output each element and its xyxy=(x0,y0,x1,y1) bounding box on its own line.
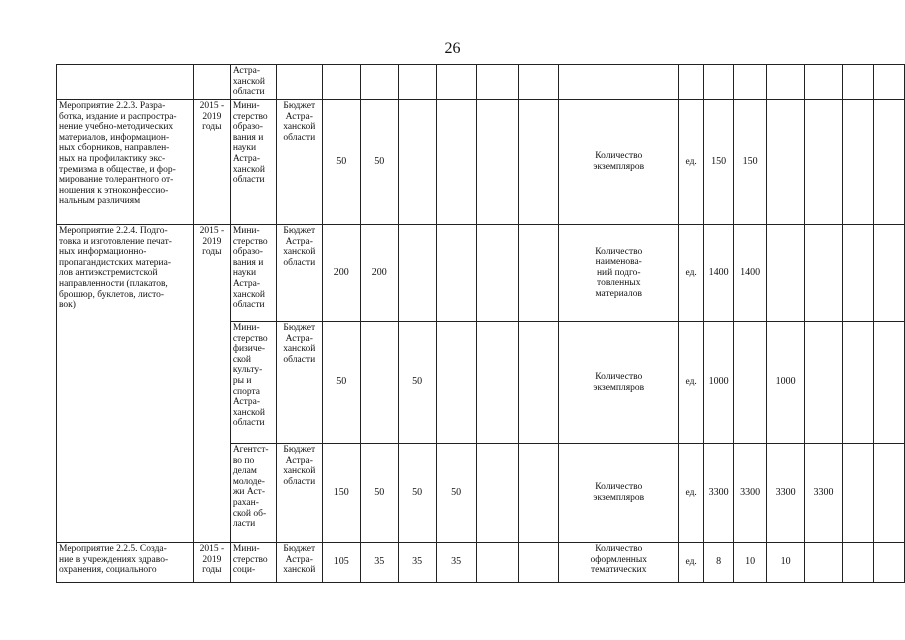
executor-cell: Астра- ханской области xyxy=(230,65,276,100)
executor-cell: Мини- стерство образо- вания и науки Астра- ханской области xyxy=(230,100,276,225)
table-row xyxy=(57,100,905,225)
extra-cell xyxy=(873,100,904,225)
year-2016-cell xyxy=(398,225,436,322)
year-2015-cell: 50 xyxy=(360,444,398,543)
indicator-2015-cell: 1000 xyxy=(704,322,734,444)
indicator-cell: Количество оформленных тематических xyxy=(559,543,679,583)
unit-cell: ед. xyxy=(679,225,704,322)
total-cell: 150 xyxy=(322,444,360,543)
unit-cell: ед. xyxy=(679,444,704,543)
year-2015-cell: 35 xyxy=(360,543,398,583)
indicator-2015-cell: 150 xyxy=(704,100,734,225)
unit-cell: ед. xyxy=(679,543,704,583)
total-cell: 50 xyxy=(322,322,360,444)
year-2019-cell xyxy=(519,543,559,583)
indicator-2017-cell xyxy=(767,100,805,225)
indicator-2019-cell xyxy=(843,225,874,322)
event-cell xyxy=(57,65,194,100)
year-2016-cell: 50 xyxy=(398,444,436,543)
indicator-cell xyxy=(559,65,679,100)
indicator-2015-cell xyxy=(704,65,734,100)
source-cell: Бюджет Астра- ханской области xyxy=(276,322,322,444)
indicator-cell: Количество экземпляров xyxy=(559,100,679,225)
indicator-2015-cell: 3300 xyxy=(704,444,734,543)
unit-cell xyxy=(679,65,704,100)
year-2019-cell xyxy=(519,322,559,444)
year-2015-cell: 50 xyxy=(360,100,398,225)
indicator-2019-cell xyxy=(843,322,874,444)
indicator-cell: Количество экземпляров xyxy=(559,322,679,444)
indicator-2016-cell xyxy=(734,65,767,100)
event-cell: Мероприятие 2.2.3. Разра- ботка, издание и распростра- нение учебно-методических материалов, информацион- ных сборников, направлен- ных на профилактику экс- тремизма в обществе, и фор- мирование толерантного от- ношения к этноконфессио- нальным различиям xyxy=(57,100,194,225)
indicator-2016-cell: 10 xyxy=(734,543,767,583)
total-cell xyxy=(322,65,360,100)
year-2018-cell xyxy=(476,100,519,225)
year-2017-cell: 50 xyxy=(436,444,476,543)
period-cell: 2015 - 2019 годы xyxy=(193,100,230,225)
executor-cell: Мини- стерство соци- xyxy=(230,543,276,583)
total-cell: 105 xyxy=(322,543,360,583)
source-cell: Бюджет Астра- ханской области xyxy=(276,225,322,322)
indicator-2017-cell: 1000 xyxy=(767,322,805,444)
year-2019-cell xyxy=(519,225,559,322)
source-cell xyxy=(276,65,322,100)
table-row xyxy=(57,225,905,322)
year-2017-cell xyxy=(436,225,476,322)
event-cell: Мероприятие 2.2.5. Созда- ние в учреждениях здраво- охранения, социального xyxy=(57,543,194,583)
year-2018-cell xyxy=(476,225,519,322)
indicator-2017-cell: 10 xyxy=(767,543,805,583)
indicator-2019-cell xyxy=(843,444,874,543)
year-2015-cell: 200 xyxy=(360,225,398,322)
extra-cell xyxy=(873,322,904,444)
indicator-2019-cell xyxy=(843,65,874,100)
page-number: 26 xyxy=(444,40,461,57)
executor-cell: Агентст- во по делам молоде- жи Аст- рахан- ской об- ласти xyxy=(230,444,276,543)
source-cell: Бюджет Астра- ханской области xyxy=(276,444,322,543)
indicator-2018-cell xyxy=(805,322,843,444)
indicator-2015-cell: 1400 xyxy=(704,225,734,322)
year-2017-cell: 35 xyxy=(436,543,476,583)
year-2017-cell xyxy=(436,322,476,444)
period-cell: 2015 - 2019 годы xyxy=(193,543,230,583)
year-2018-cell xyxy=(476,444,519,543)
total-cell: 50 xyxy=(322,100,360,225)
indicator-2016-cell: 150 xyxy=(734,100,767,225)
year-2018-cell xyxy=(476,543,519,583)
total-cell: 200 xyxy=(322,225,360,322)
indicator-2017-cell xyxy=(767,65,805,100)
source-cell: Бюджет Астра- ханской области xyxy=(276,100,322,225)
indicator-2015-cell: 8 xyxy=(704,543,734,583)
indicator-2016-cell: 3300 xyxy=(734,444,767,543)
year-2016-cell xyxy=(398,100,436,225)
indicator-2018-cell xyxy=(805,100,843,225)
source-cell: Бюджет Астра- ханской xyxy=(276,543,322,583)
year-2017-cell xyxy=(436,100,476,225)
period-cell: 2015 - 2019 годы xyxy=(193,225,230,543)
extra-cell xyxy=(873,543,904,583)
extra-cell xyxy=(873,444,904,543)
period-cell xyxy=(193,65,230,100)
indicator-2017-cell xyxy=(767,225,805,322)
year-2017-cell xyxy=(436,65,476,100)
executor-cell: Мини- стерство физиче- ской культу- ры и спорта Астра- ханской области xyxy=(230,322,276,444)
year-2016-cell: 35 xyxy=(398,543,436,583)
indicator-2019-cell xyxy=(843,100,874,225)
year-2019-cell xyxy=(519,100,559,225)
unit-cell: ед. xyxy=(679,100,704,225)
extra-cell xyxy=(873,225,904,322)
indicator-2016-cell xyxy=(734,322,767,444)
year-2015-cell xyxy=(360,322,398,444)
unit-cell: ед. xyxy=(679,322,704,444)
year-2019-cell xyxy=(519,444,559,543)
table-row xyxy=(57,543,905,583)
year-2016-cell: 50 xyxy=(398,322,436,444)
indicator-2016-cell: 1400 xyxy=(734,225,767,322)
table-row xyxy=(57,65,905,100)
indicator-2018-cell xyxy=(805,225,843,322)
indicator-2017-cell: 3300 xyxy=(767,444,805,543)
indicator-cell: Количество наименова- ний подго- товленных материалов xyxy=(559,225,679,322)
year-2018-cell xyxy=(476,322,519,444)
executor-cell: Мини- стерство образо- вания и науки Астра- ханской области xyxy=(230,225,276,322)
extra-cell xyxy=(873,65,904,100)
event-cell: Мероприятие 2.2.4. Подго- товка и изготовление печат- ных информационно- пропагандистских материа- лов антиэкстремистской направленности (плакатов, брошюр, буклетов, листо- вок) xyxy=(57,225,194,543)
indicator-2018-cell xyxy=(805,543,843,583)
indicator-2018-cell: 3300 xyxy=(805,444,843,543)
program-table xyxy=(56,64,905,583)
year-2015-cell xyxy=(360,65,398,100)
indicator-cell: Количество экземпляров xyxy=(559,444,679,543)
indicator-2019-cell xyxy=(843,543,874,583)
year-2016-cell xyxy=(398,65,436,100)
year-2018-cell xyxy=(476,65,519,100)
year-2019-cell xyxy=(519,65,559,100)
indicator-2018-cell xyxy=(805,65,843,100)
